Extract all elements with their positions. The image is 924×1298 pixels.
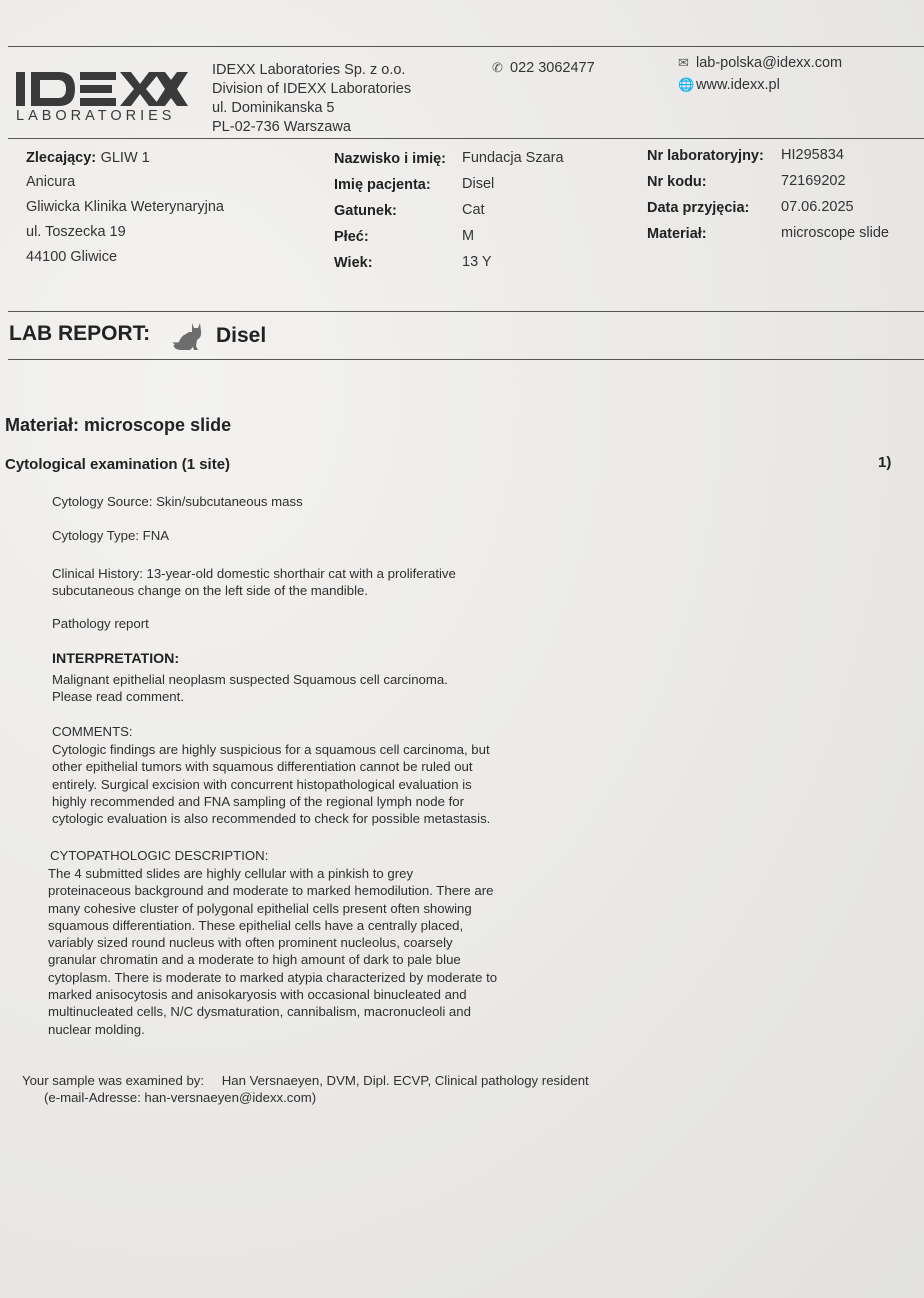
exam-title: Cytological examination (1 site) <box>5 456 231 473</box>
envelope-icon: ✉ <box>678 55 689 70</box>
lab-contact <box>678 53 842 95</box>
lab-info-value: microscope slide <box>781 225 889 241</box>
clinical-history <box>52 565 456 600</box>
client-line: 44100 Gliwice <box>26 249 118 265</box>
lab-info-label: Nr laboratoryjny: <box>647 148 764 164</box>
report-heading-label: LAB REPORT: <box>9 322 151 345</box>
description-line: granular chromatin and a moderate to high amount of dark to pale blue <box>48 952 461 968</box>
comment-line: cytologic evaluation is also recommended to check for possible metastasis. <box>52 811 491 827</box>
client-block <box>26 149 224 274</box>
lab-info-label: Nr kodu: <box>647 174 707 190</box>
cytology-type: Cytology Type: FNA <box>52 528 170 543</box>
client-label: Zlecający: <box>26 150 97 166</box>
comments-text <box>52 741 490 827</box>
patient-block <box>334 150 634 280</box>
comment-line: entirely. Surgical excision with concurrent histopathological evaluation is <box>52 776 472 792</box>
phone-number[interactable]: 022 3062477 <box>510 60 595 76</box>
report-divider <box>8 359 924 360</box>
patient-value: Fundacja Szara <box>462 150 564 166</box>
client-line: ul. Toszecka 19 <box>26 224 126 240</box>
lab-info-value: HI295834 <box>781 147 844 163</box>
report-heading <box>9 322 150 346</box>
comment-line: highly recommended and FNA sampling of the regional lymph node for <box>52 793 464 809</box>
exam-number: 1) <box>878 454 892 471</box>
idexx-logo <box>16 70 188 110</box>
description-line: squamous differentiation. These epithelial cells have a centrally placed, <box>48 917 464 933</box>
lab-info-label: Data przyjęcia: <box>647 200 750 216</box>
history-line: Clinical History: 13-year-old domestic shorthair cat with a proliferative <box>52 566 456 581</box>
client-line: Anicura <box>26 174 76 190</box>
info-divider <box>8 311 924 312</box>
patient-value: Disel <box>462 176 495 192</box>
history-line: subcutaneous change on the left side of the mandible. <box>52 583 368 599</box>
client-code: GLIW 1 <box>100 150 150 166</box>
examined-by <box>22 1072 589 1089</box>
description-line: many cohesive cluster of polygonal epithelial cells present often showing <box>48 900 472 916</box>
description-line: The 4 submitted slides are highly cellular with a pinkish to grey <box>48 866 414 881</box>
lab-address-line: IDEXX Laboratories Sp. z o.o. <box>212 62 406 78</box>
description-title: CYTOPATHOLOGIC DESCRIPTION: <box>50 848 269 863</box>
description-line: nuclear molding. <box>48 1021 145 1037</box>
patient-label: Gatunek: <box>334 203 397 219</box>
examiner-email: (e-mail-Adresse: han-versnaeyen@idexx.com) <box>44 1090 317 1105</box>
examiner-name: Han Versnaeyen, DVM, Dipl. ECVP, Clinical pathology resident <box>221 1073 589 1088</box>
examined-by-label: Your sample was examined by: <box>22 1073 205 1088</box>
lab-address-line: ul. Dominikanska 5 <box>212 100 335 116</box>
patient-label: Wiek: <box>334 255 373 271</box>
patient-value: Cat <box>462 202 485 218</box>
description-line: multinucleated cells, N/C dysmaturation, cannibalism, macronucleoli and <box>48 1004 471 1020</box>
lab-info-block <box>647 147 917 251</box>
comment-line: Cytologic findings are highly suspicious for a squamous cell carcinoma, but <box>52 742 490 757</box>
lab-address-line: Division of IDEXX Laboratories <box>212 81 412 97</box>
report-patient-name: Disel <box>216 324 267 347</box>
lab-info-label: Materiał: <box>647 226 707 242</box>
lab-email[interactable]: lab-polska@idexx.com <box>696 55 843 71</box>
logo-subtitle: LABORATORIES <box>16 108 176 124</box>
patient-label: Nazwisko i imię: <box>334 151 447 167</box>
lab-website[interactable]: www.idexx.pl <box>696 77 780 93</box>
header-divider <box>8 138 924 139</box>
material-title: Materiał: microscope slide <box>5 415 232 435</box>
top-divider <box>8 46 924 47</box>
lab-phone <box>492 58 595 78</box>
patient-label: Imię pacjenta: <box>334 177 431 193</box>
cat-icon <box>170 320 206 352</box>
description-line: marked anisocytosis and anisokaryosis with occasional binucleated and <box>48 987 467 1003</box>
description-line: variably sized round nucleus with often prominent nucleolus, coarsely <box>48 935 453 951</box>
description-line: cytoplasm. There is moderate to marked atypia characterized by moderate to <box>48 969 498 985</box>
interpretation-line: Malignant epithelial neoplasm suspected Squamous cell carcinoma. <box>52 672 448 687</box>
patient-value: M <box>462 228 475 244</box>
description-text <box>48 865 497 1038</box>
description-line: proteinaceous background and moderate to marked hemodilution. There are <box>48 883 494 899</box>
patient-value: 13 Y <box>462 254 492 270</box>
interpretation-title: INTERPRETATION: <box>52 651 180 667</box>
lab-address-line: PL-02-736 Warszawa <box>212 119 351 135</box>
interpretation-line: Please read comment. <box>52 689 184 705</box>
pathology-report-label: Pathology report <box>52 616 149 631</box>
lab-info-value: 07.06.2025 <box>781 199 854 215</box>
comment-line: other epithelial tumors with squamous differentiation cannot be ruled out <box>52 759 473 775</box>
globe-icon: 🌐 <box>678 77 695 92</box>
lab-info-value: 72169202 <box>781 173 846 189</box>
cytology-source: Cytology Source: Skin/subcutaneous mass <box>52 494 303 509</box>
interpretation-text <box>52 671 448 706</box>
comments-title: COMMENTS: <box>52 724 133 739</box>
lab-address <box>212 61 411 137</box>
client-line: Gliwicka Klinika Weterynaryjna <box>26 199 224 215</box>
phone-icon: ✆ <box>492 60 503 75</box>
patient-label: Płeć: <box>334 229 369 245</box>
